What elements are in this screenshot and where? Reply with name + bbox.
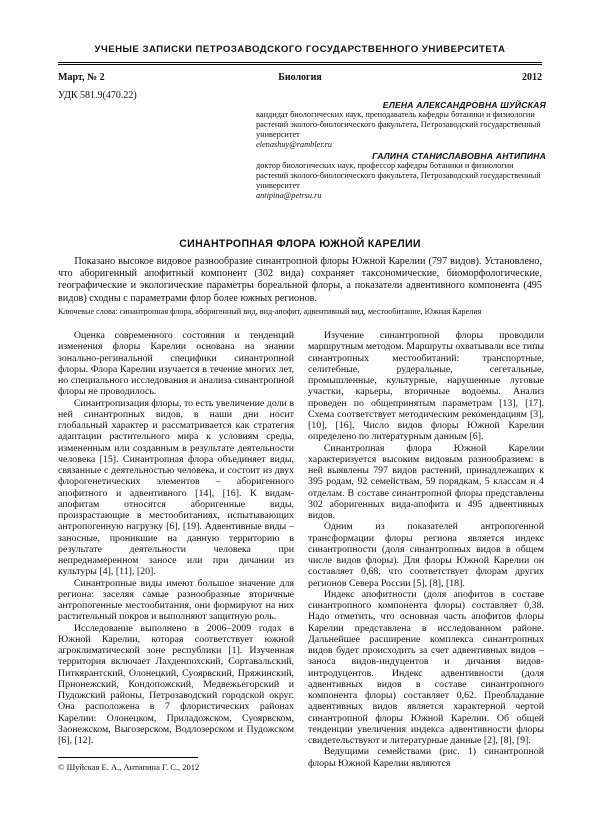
author-affiliation: доктор биологических наук, профессор кафедры ботаники и физиологии растений эколого-биологического факультета, Петрозаводский государственный университет bbox=[256, 161, 541, 190]
author-email: elenashuy@rambler.ru bbox=[256, 140, 333, 149]
paragraph: Синантропная флора Южной Карелии характеризуется высоким видовым разнообразием: в ней выявлены 797 видов растений, принадлежащих к 395 родам, 92 семействам, 59 порядкам, 5 классам и 4 отделам. В составе синантропной флоры представлены 302 аборигенных вида-апофита и 495 адвентивных видов. bbox=[308, 442, 544, 521]
body-column-right bbox=[308, 330, 544, 769]
paragraph: Синантропные виды имеют большое значение для региона: заселяя самые разнообразные вторичные антропогенные местообитания, они формируют на них растительный покров и выполняют защитную роль. bbox=[58, 577, 294, 623]
paragraph: Изучение синантропной флоры проводили маршрутным методом. Маршруты охватывали все типы синантропных местообитаний: транспортные, селитебные, рудеральные, сегетальные, промышленные, культурные, нарушенные луговые участки, карьеры, вторичные водоемы. Анализ проведен по общепринятым параметрам [13], [17]. Схема соответствует методическим рекомендациям [3], [10], [16]. Число видов флоры Южной Карелии определено по литературным данным [6]. bbox=[308, 330, 544, 443]
author-block bbox=[256, 100, 546, 201]
udk-code: УДК 581.9(470.22) bbox=[58, 90, 137, 101]
copyright-notice: © Шуйская Е. А., Антипина Г. С., 2012 bbox=[58, 762, 200, 772]
header-rule-thin bbox=[58, 64, 542, 65]
body-column-left bbox=[58, 330, 294, 746]
paragraph: Индекс апофитности (доля апофитов в составе синантропного компонента флоры) составляет 0,38. Надо отметить, что основная часть апофитов флоры Карелии представлена в исследованном районе. Дальнейшее расширение комплекса синантропных видов будет происходить за счет адвентивных видов – заноса видов-индуцентов и дичания видов-интродуцентов. Индекс адвентивности (доля адвентивных видов в составе синантропного компонента флоры) составляет 0,62. Преобладание адвентивных видов является характерной чертой синантропной флоры Южной Карелии. Об общей тенденции увеличения индекса адвентивности флоры свидетельствуют и литературные данные [2], [8], [9]. bbox=[308, 588, 544, 746]
abstract: Показано высокое видовое разнообразие синантропной флоры Южной Карелии (797 видов). Установлено, что аборигенный апофитный компонент (302 вида) сохраняет таксономические, биоморфологические, географические и экологические параметры бореальной флоры, а показатели адвентивного компонента (495 видов) сходны с параметрами флор более южных регионов. bbox=[58, 256, 542, 304]
section-name: Биология bbox=[278, 72, 322, 83]
header-rule bbox=[58, 62, 542, 63]
author-affiliation: кандидат биологических наук, преподаватель кафедры ботаники и физиологии растений эколого-биологического факультета, Петрозаводский государственный университет bbox=[256, 110, 541, 139]
keywords: Ключевые слова: синантропная флора, аборигенный вид, вид-апофит, адвентивный вид, местообитание, Южная Карелия bbox=[58, 307, 482, 316]
author-name: ГАЛИНА СТАНИСЛАВОВНА АНТИПИНА bbox=[372, 151, 546, 161]
author-name: ЕЛЕНА АЛЕКСАНДРОВНА ШУЙСКАЯ bbox=[382, 100, 546, 110]
author-email: antipina@petrsu.ru bbox=[256, 191, 322, 200]
journal-title: УЧЕНЫЕ ЗАПИСКИ ПЕТРОЗАВОДСКОГО ГОСУДАРСТВЕННОГО УНИВЕРСИТЕТА bbox=[94, 44, 506, 55]
paragraph: Оценка современного состояния и тенденций изменения флоры Карелии основана на знании зонально-регинальной специфики синантропной флоры. Флора Карелии изучается в течение многих лет, но специального исследования и анализа синантропной флоры не проводилось. bbox=[58, 330, 294, 398]
article-title: СИНАНТРОПНАЯ ФЛОРА ЮЖНОЙ КАРЕЛИИ bbox=[179, 238, 421, 250]
issue-year: 2012 bbox=[522, 72, 542, 83]
paragraph: Ведущими семействами (рис. 1) синантропной флоры Южной Карелии являются bbox=[308, 746, 544, 769]
paragraph: Исследование выполнено в 2006–2009 годах в Южной Карелии, которая соответствует южной агроклиматической зоне республики [1]. Изученная территория включает Лахденпохский, Сортавальский, Питкярантский, Олонецкий, Суоярвский, Пряжинский, Прионежский, Кондопожский, Медвежьегорский и Пудожский районы, Петрозаводский городской округ. Она расположена в 7 флористических районах Карелии: Олонецком, Приладожском, Суоярвском, Заонежском, Выгозерском, Водлозерском и Пудожском [6], [12]. bbox=[58, 622, 294, 746]
issue-number: Март, № 2 bbox=[58, 72, 105, 83]
paragraph: Одним из показателей антропогенной трансформации флоры региона является индекс синантропности (доля синантропных видов в общем числе видов флоры). Для флоры Южной Карелии он составляет 0,68, что соответствует флорам других регионов Севера России [5], [8], [18]. bbox=[308, 521, 544, 589]
paragraph: Синантропизация флоры, то есть увеличение доли в ней синантропных видов, в наши дни носит глобальный характер и рассматривается как стратегия адаптации растительного мира к условиям среды, измененным или созданным в результате деятельности человека [15]. Синантропная флора объединяет виды, связанные с деятельностью человека, и состоит из двух флорогенетических элементов – аборигенного апофитного и адвентивного [14], [16]. К видам-апофитам относятся аборигенные виды, произрастающие в местообитаниях, испытывающих антропогенную нагрузку [6], [19]. Адвентивные виды – заносные, проникшие на данную территорию в результате деятельности человека при непреднамеренном заносе или при дичании из культуры [4], [11], [20]. bbox=[58, 397, 294, 578]
footnote-rule bbox=[58, 757, 198, 758]
